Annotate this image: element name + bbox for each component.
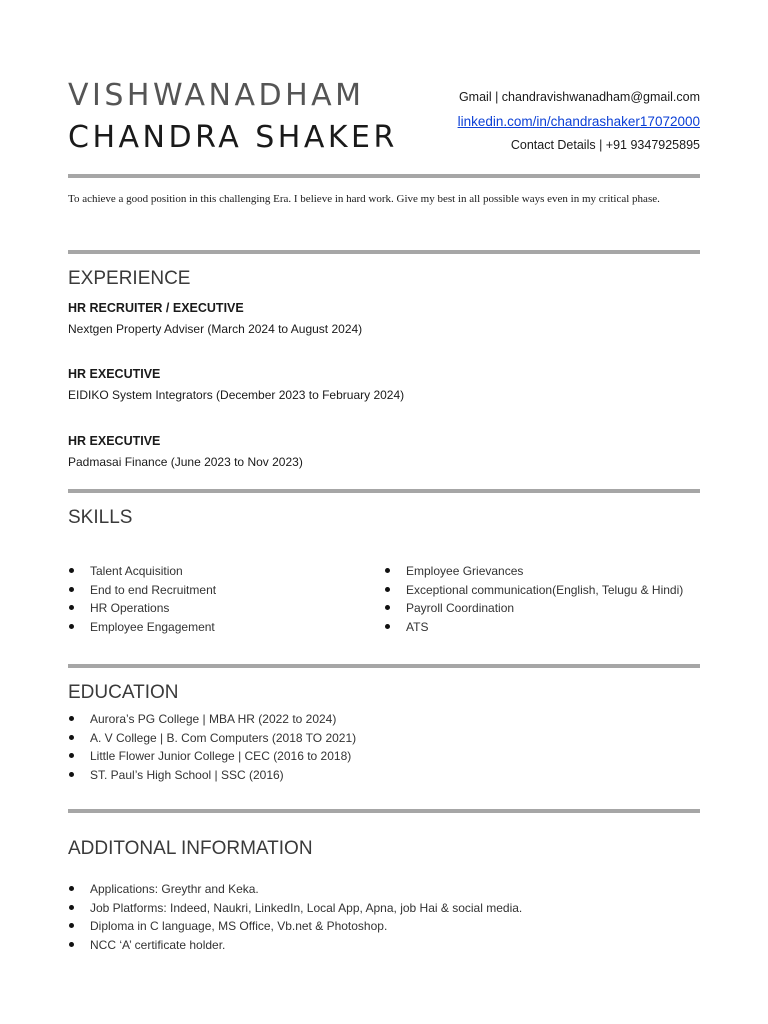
job-role: HR EXECUTIVE [68,434,161,448]
job-role: HR RECRUITER / EXECUTIVE [68,301,244,315]
first-name: VISHWANADHAM [68,78,365,113]
skill-text: Exceptional communication(English, Telugu & Hindi) [406,582,684,597]
list-item [384,581,683,600]
skills-heading: SKILLS [68,507,133,528]
education-list [68,710,356,785]
skill-text: End to end Recruitment [90,582,217,597]
list-item [384,618,683,637]
skill-text: Employee Engagement [90,620,215,635]
bullet-icon [69,886,74,891]
bullet-icon [69,772,74,777]
list-item [68,747,356,766]
education-text: Aurora’s PG College | MBA HR (2022 to 2024) [90,712,337,726]
additional-text: Applications: Greythr and Keka. [90,882,259,896]
bullet-icon [69,605,74,610]
list-item [68,710,356,729]
bullet-icon [69,716,74,721]
bullet-icon [69,753,74,758]
list-item [384,562,683,581]
additional-info-list [68,880,522,955]
section-divider [68,809,700,813]
list-item [384,599,683,618]
bullet-icon [385,624,390,629]
section-divider [68,250,700,254]
skill-text: ATS [406,620,429,635]
education-text: A. V College | B. Com Computers (2018 TO 2021) [90,730,357,745]
bullet-icon [69,923,74,928]
objective-text: To achieve a good position in this challenging Era. I believe in hard work. Give my best in all possible ways even in my critical phase. [68,193,660,205]
list-item [68,562,216,581]
section-divider [68,174,700,178]
skills-list-right [384,562,683,637]
skill-text: HR Operations [90,601,170,616]
bullet-icon [385,568,390,573]
education-text: ST. Paul’s High School | SSC (2016) [90,768,284,783]
gmail-contact: Gmail | chandravishwanadham@gmail.com [458,90,700,104]
education-text: Little Flower Junior College | CEC (2016 to 2018) [90,749,352,764]
additional-text: Diploma in C language, MS Office, Vb.net & Photoshop. [90,919,388,934]
bullet-icon [69,624,74,629]
list-item [68,917,522,936]
job-role: HR EXECUTIVE [68,367,161,381]
linkedin-link[interactable]: linkedin.com/in/chandrashaker17072000 [457,114,700,129]
section-divider [68,489,700,493]
list-item [68,936,522,955]
list-item [68,899,522,918]
list-item [68,766,356,785]
last-name: CHANDRA SHAKER [68,120,398,155]
list-item [68,729,356,748]
list-item [68,581,216,600]
additional-text: Job Platforms: Indeed, Naukri, LinkedIn, Local App, Apna, job Hai & social media. [90,900,523,915]
additional-info-heading: ADDITONAL INFORMATION [68,838,313,859]
education-heading: EDUCATION [68,682,179,703]
job-detail: EIDIKO System Integrators (December 2023 to February 2024) [68,388,405,402]
bullet-icon [69,905,74,910]
list-item [68,618,216,637]
skill-text: Talent Acquisition [90,564,183,578]
list-item [68,880,522,899]
skill-text: Employee Grievances [406,564,524,578]
bullet-icon [385,605,390,610]
additional-text: NCC ‘A’ certificate holder. [90,938,226,953]
skill-text: Payroll Coordination [406,601,515,616]
phone-contact: Contact Details | +91 9347925895 [510,138,700,152]
job-detail: Nextgen Property Adviser (March 2024 to August 2024) [68,322,363,336]
bullet-icon [69,942,74,947]
bullet-icon [69,735,74,740]
bullet-icon [385,587,390,592]
bullet-icon [69,568,74,573]
job-detail: Padmasai Finance (June 2023 to Nov 2023) [68,455,303,469]
skills-list-left [68,562,216,637]
list-item [68,599,216,618]
bullet-icon [69,587,74,592]
section-divider [68,664,700,668]
experience-heading: EXPERIENCE [68,268,191,289]
